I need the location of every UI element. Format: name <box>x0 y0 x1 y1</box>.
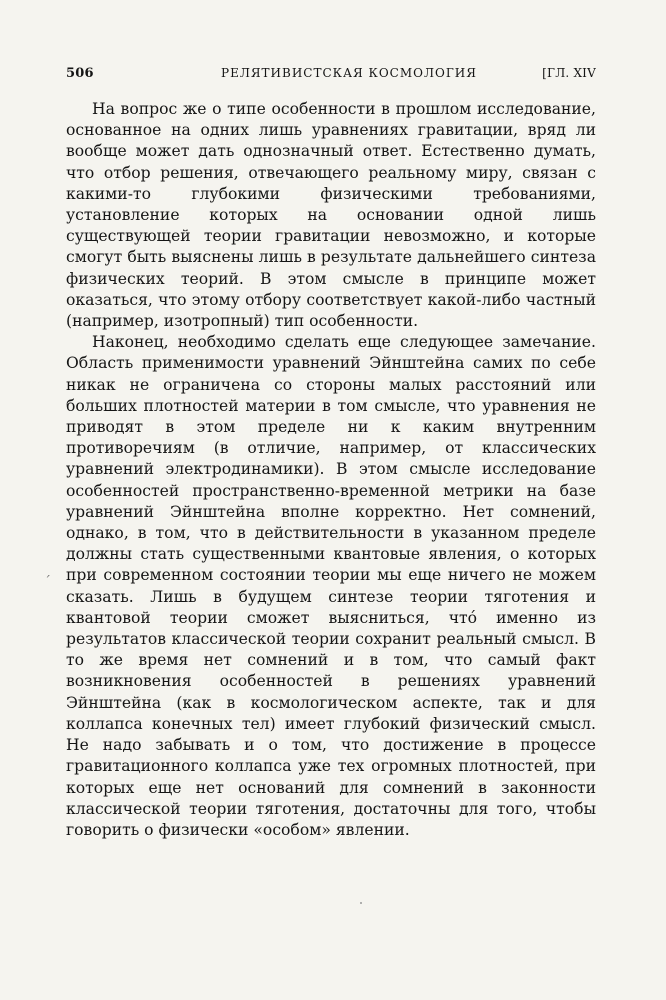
book-title: РЕЛЯТИВИСТСКАЯ КОСМОЛОГИЯ <box>221 66 477 80</box>
paragraph-2: Наконец, необходимо сделать еще следующее замечание. Область применимости уравнений Эйнштейна самих по себе никак не ограничена со стороны малых расстояний или больших плотностей материи в том смысле, что уравнения не приводят в этом пределе ни к каким внутренним противоречиям (в отличие, например, от классических уравнений электродинамики). В этом смысле исследование особенностей пространственно-временной метрики на базе уравнений Эйнштейна вполне корректно. Нет сомнений, однако, в том, что в действительности в указанном пределе должны стать существенными квантовые явления, о которых при современном состоянии теории мы еще ничего не можем сказать. Лишь в будущем синтезе теории тяготения и квантовой теории сможет выясниться, что́ именно из результатов классической теории сохранит реальный смысл. В то же время нет сомнений и в том, что самый факт возникновения особенностей в решениях уравнений Эйнштейна (как в космологическом аспекте, так и для коллапса конечных тел) имеет глубокий физический смысл. Не надо забывать и о том, что достижение в процессе гравитационного коллапса уже тех огромных плотностей, при которых еще нет оснований для сомнений в законности классической теории тяготения, достаточны для того, чтобы говорить о физически «особом» явлении. <box>66 333 596 839</box>
paragraph-1: На вопрос же о типе особенности в прошлом исследование, основанное на одних лишь уравнениях гравитации, вряд ли вообще может дать однозначный ответ. Естественно думать, что отбор решения, отвечающего реальному миру, связан с какими-то глубокими физическими требованиями, установление которых на основании одной лишь существующей теории гравитации невозможно, и которые смогут быть выяснены лишь в результате дальнейшего синтеза физических теорий. В этом смысле в принципе может оказаться, что этому отбору соответствует какой-либо частный (например, изотропный) тип особенности. <box>66 100 596 331</box>
chapter-reference: [ГЛ. XIV <box>542 66 596 80</box>
running-head <box>66 66 596 86</box>
print-speck <box>360 902 362 904</box>
body-text <box>66 99 596 841</box>
margin-mark: ˊ <box>44 574 51 590</box>
page-number: 506 <box>66 66 94 81</box>
